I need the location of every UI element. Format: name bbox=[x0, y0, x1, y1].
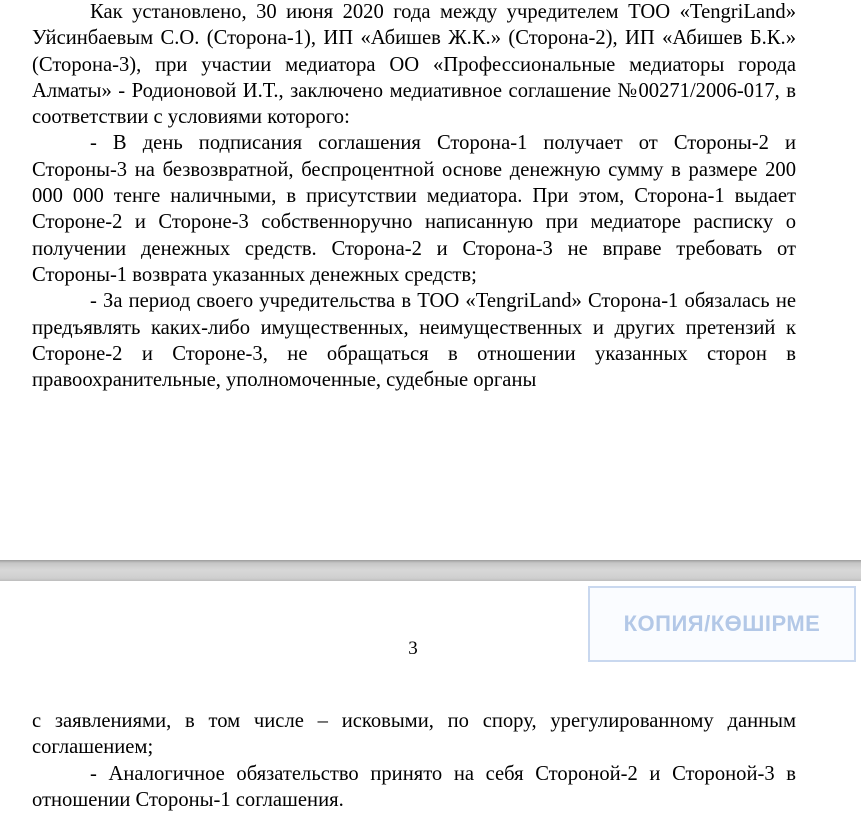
page-separator bbox=[0, 560, 861, 581]
paragraph-condition-payment: - В день подписания соглашения Сторона-1 получает от Стороны-2 и Стороны-3 на безвозвратной, беспроцентной основе денежную сумму в размере 200 000 000 тенге наличными, в присутствии медиатора. При этом, Сторона-1 выдает Стороне-2 и Стороне-3 собственноручно написанную при медиаторе расписку о получении денежных средств. Сторона-2 и Сторона-3 не вправе требовать от Стороны-1 возврата указанных денежных средств; bbox=[32, 132, 796, 286]
document-page-bottom bbox=[0, 581, 861, 810]
paragraph-mediation-agreement: Как установлено, 30 июня 2020 года между учредителем ТОО «TengriLand» Уйсинбаевым С.О. (Сторона-1), ИП «Абишев Ж.К.» (Сторона-2), ИП «Абишев Б.К.» (Сторона-3), при участии медиатора ОО «Профессиональные медиаторы города Алматы» - Родионовой И.Т., заключено медиативное соглашение №00271/2006-017, в соответствии с условиями которого: bbox=[32, 1, 796, 129]
paragraph-continuation: с заявлениями, в том числе – исковыми, по спору, урегулированному данным соглашением; bbox=[32, 710, 796, 759]
paragraph-mutual-obligation: - Аналогичное обязательство принято на себя Стороной-2 и Стороной-3 в отношении Стороны-1 соглашения. bbox=[32, 762, 796, 811]
paragraph-condition-no-claims: - За период своего учредительства в ТОО «TengriLand» Сторона-1 обязалась не предъявлять каких-либо имущественных, неимущественных и других претензий к Стороне-2 и Стороне-3, не обращаться в отношении указанных сторон в правоохранительные, уполномоченные, судебные органы bbox=[32, 290, 796, 392]
page-body-text bbox=[32, 708, 796, 813]
copy-stamp-label: КОПИЯ/КӨШІРМЕ bbox=[623, 611, 821, 636]
page-body-text bbox=[32, 0, 796, 393]
page-number: 3 bbox=[408, 638, 418, 659]
